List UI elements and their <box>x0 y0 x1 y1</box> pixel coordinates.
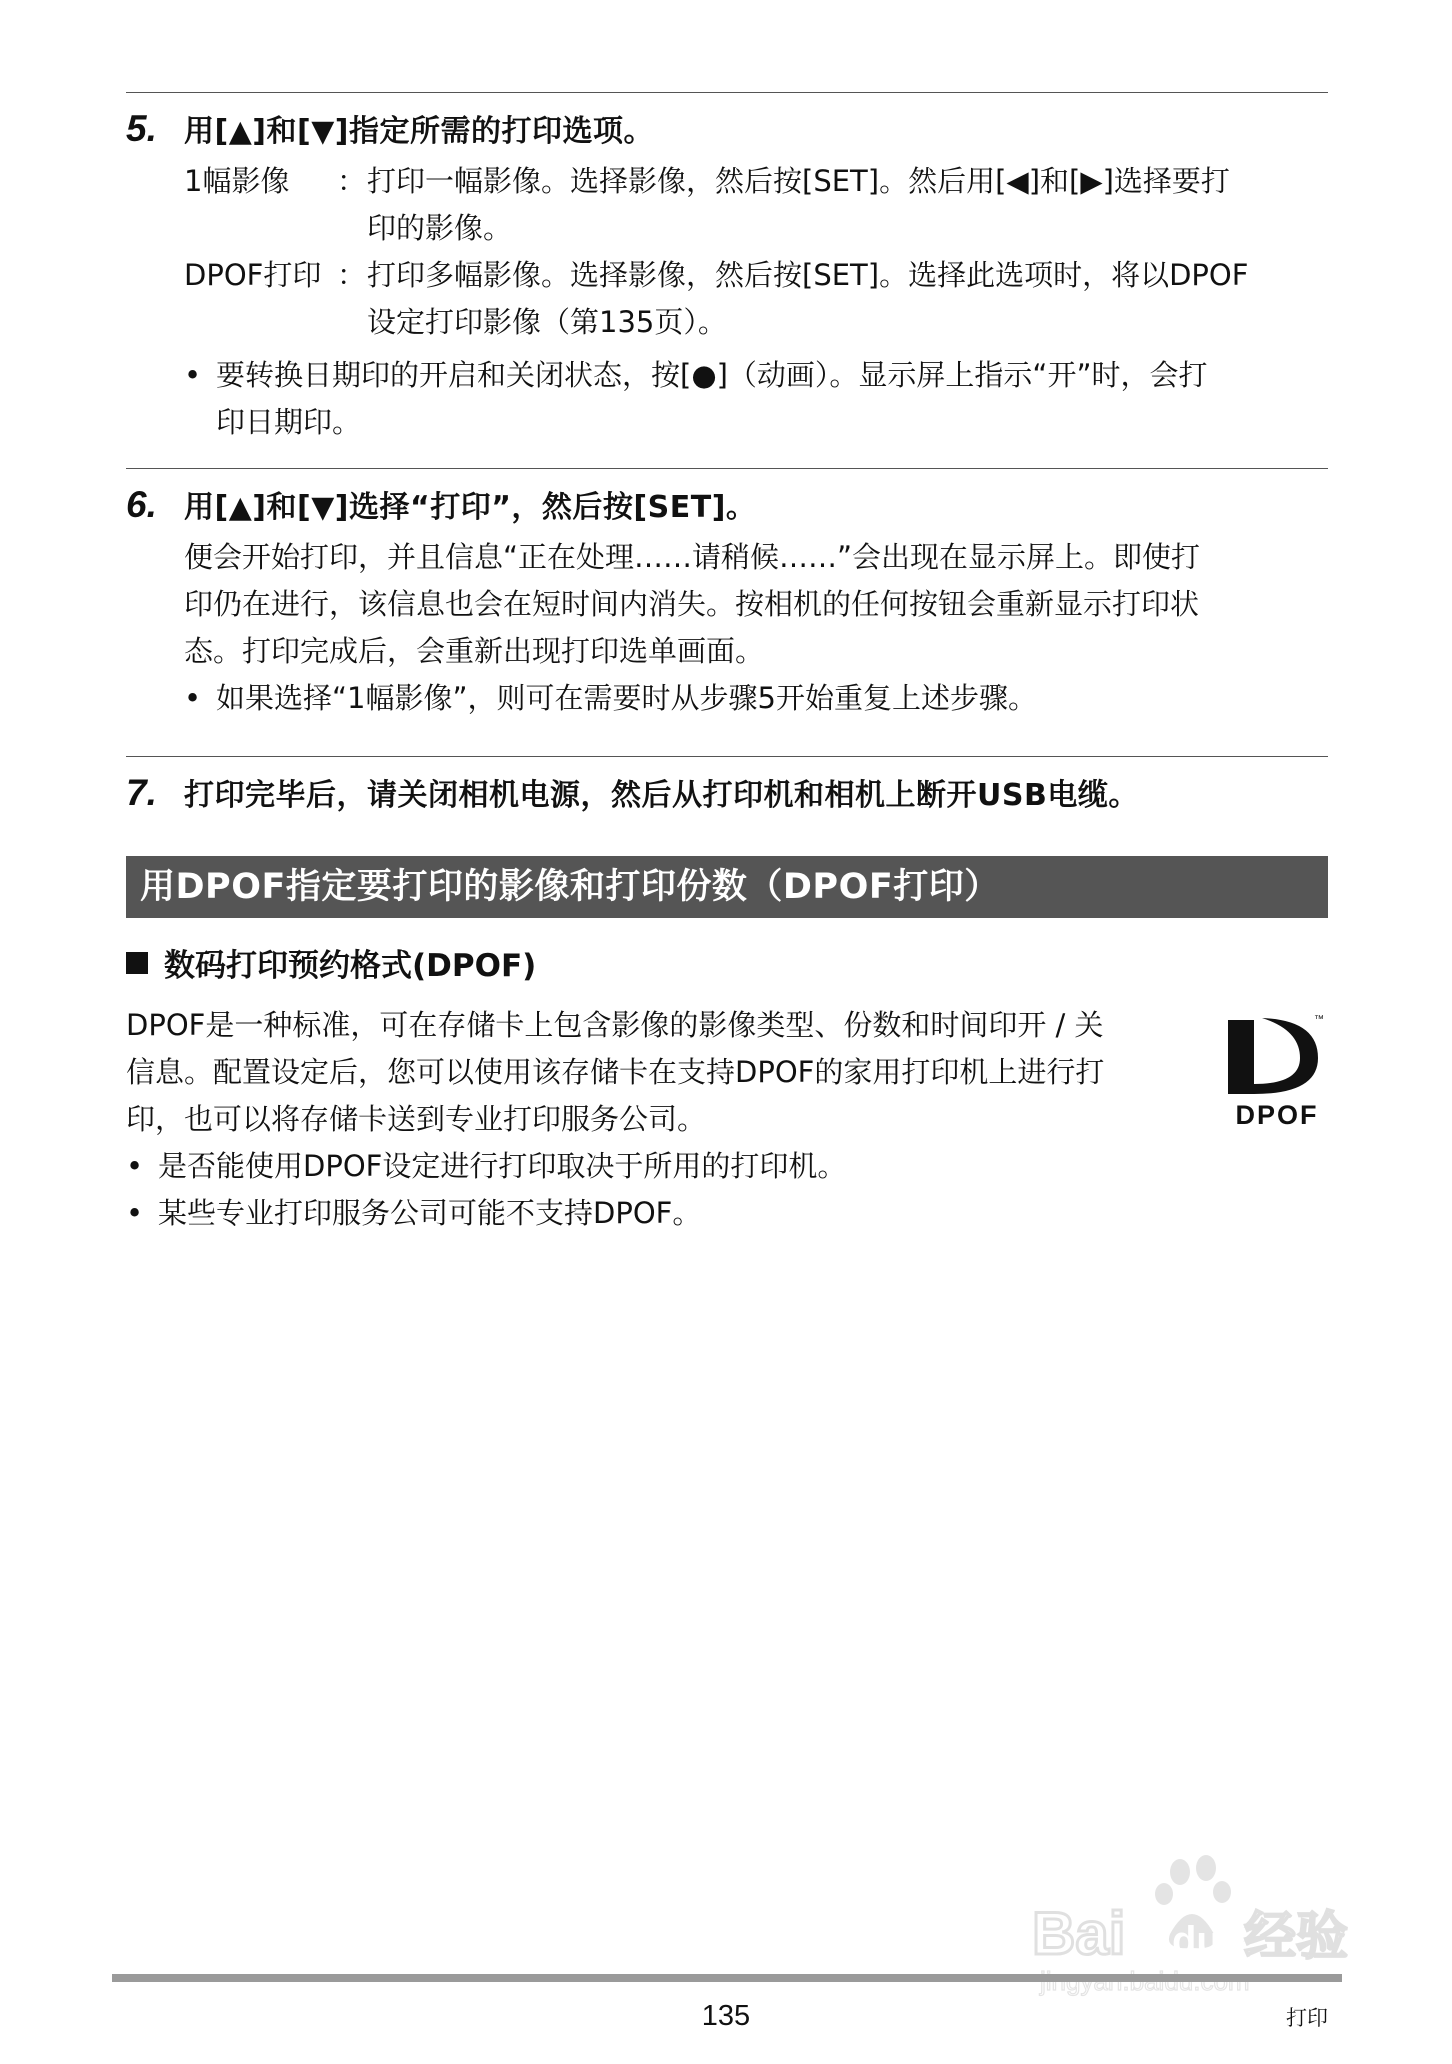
bullet-date-stamp <box>184 352 1328 446</box>
rule-step-6 <box>126 468 1328 469</box>
rule-step-7 <box>126 756 1328 757</box>
step-6 <box>126 482 1328 722</box>
bullet-text-line: 要转换日期印的开启和关闭状态，按[●]（动画）。显示屏上指示“开”时，会打 <box>216 358 1208 392</box>
option-text-line: 打印多幅影像。选择影像，然后按[SET]。选择此选项时，将以DPOF <box>367 258 1249 292</box>
paragraph-line: 印，也可以将存储卡送到专业打印服务公司。 <box>126 1102 707 1136</box>
step-number: 6. <box>126 484 157 525</box>
paragraph-line: DPOF是一种标准，可在存储卡上包含影像的影像类型、份数和时间印开 / 关 <box>126 1008 1104 1042</box>
footer-section-label: 打印 <box>1286 2006 1328 2030</box>
step-number: 5. <box>126 108 157 149</box>
trademark-symbol: ™ <box>1314 1014 1324 1025</box>
paragraph-line: 态。打印完成后，会重新出现打印选单画面。 <box>184 634 765 668</box>
step-5 <box>126 106 1328 446</box>
option-dpof-print <box>184 252 1328 346</box>
dpof-description <box>126 1002 1328 1237</box>
step-title: 用[▲]和[▼]指定所需的打印选项。 <box>184 114 654 149</box>
bullet-text: 某些专业打印服务公司可能不支持DPOF。 <box>158 1196 702 1230</box>
rule-top <box>126 92 1328 93</box>
option-label: DPOF打印 <box>184 258 322 292</box>
watermark-brand-du: du <box>1172 1919 1221 1963</box>
paragraph-line: 印仍在进行，该信息也会在短时间内消失。按相机的任何按钮会重新显示打印状 <box>184 587 1200 621</box>
step-number: 7. <box>126 772 157 813</box>
subheading <box>126 940 536 985</box>
paragraph-line: 便会开始打印，并且信息“正在处理……请稍候……”会出现在显示屏上。即使打 <box>184 540 1201 574</box>
bullet-dot: • <box>126 1196 144 1230</box>
option-text-line: 设定打印影像（第135页）。 <box>367 305 727 339</box>
page-number: 135 <box>701 2000 751 2032</box>
bullet-repeat <box>184 675 1328 722</box>
watermark-cn: 经验 <box>1244 1907 1349 1967</box>
dpof-logo-text: DPOF <box>1235 1100 1319 1130</box>
section-heading-bar: 用DPOF指定要打印的影像和打印份数（DPOF打印） <box>126 856 1328 918</box>
bullet-printer-dependent <box>126 1143 1328 1190</box>
step-7 <box>126 770 1328 814</box>
bullet-text-line: 印日期印。 <box>216 405 362 439</box>
option-label: 1幅影像 <box>184 164 290 198</box>
bullet-service-support <box>126 1190 1328 1237</box>
footer-rule <box>112 1974 1342 1982</box>
dpof-logo-icon <box>1222 1012 1332 1130</box>
watermark-brand: Bai <box>1032 1900 1126 1967</box>
paragraph-line: 信息。配置设定后，您可以使用该存储卡在支持DPOF的家用打印机上进行打 <box>126 1055 1105 1089</box>
option-single-image <box>184 158 1328 252</box>
step-title: 用[▲]和[▼]选择“打印”，然后按[SET]。 <box>184 490 757 525</box>
option-colon: ： <box>337 258 367 292</box>
step-title: 打印完毕后，请关闭相机电源，然后从打印机和相机上断开USB电缆。 <box>184 778 1139 813</box>
bullet-dot: • <box>126 1149 144 1183</box>
option-colon: ： <box>337 164 367 198</box>
bullet-dot: • <box>184 681 202 715</box>
bullet-dot: • <box>184 358 202 392</box>
subheading-text: 数码打印预约格式(DPOF) <box>164 948 537 984</box>
bullet-text: 是否能使用DPOF设定进行打印取决于所用的打印机。 <box>158 1149 847 1183</box>
option-text-line: 印的影像。 <box>367 211 513 245</box>
square-bullet-icon <box>126 952 148 974</box>
bullet-text: 如果选择“1幅影像”，则可在需要时从步骤5开始重复上述步骤。 <box>216 681 1037 715</box>
option-text-line: 打印一幅影像。选择影像，然后按[SET]。然后用[◀]和[▶]选择要打 <box>367 164 1230 198</box>
